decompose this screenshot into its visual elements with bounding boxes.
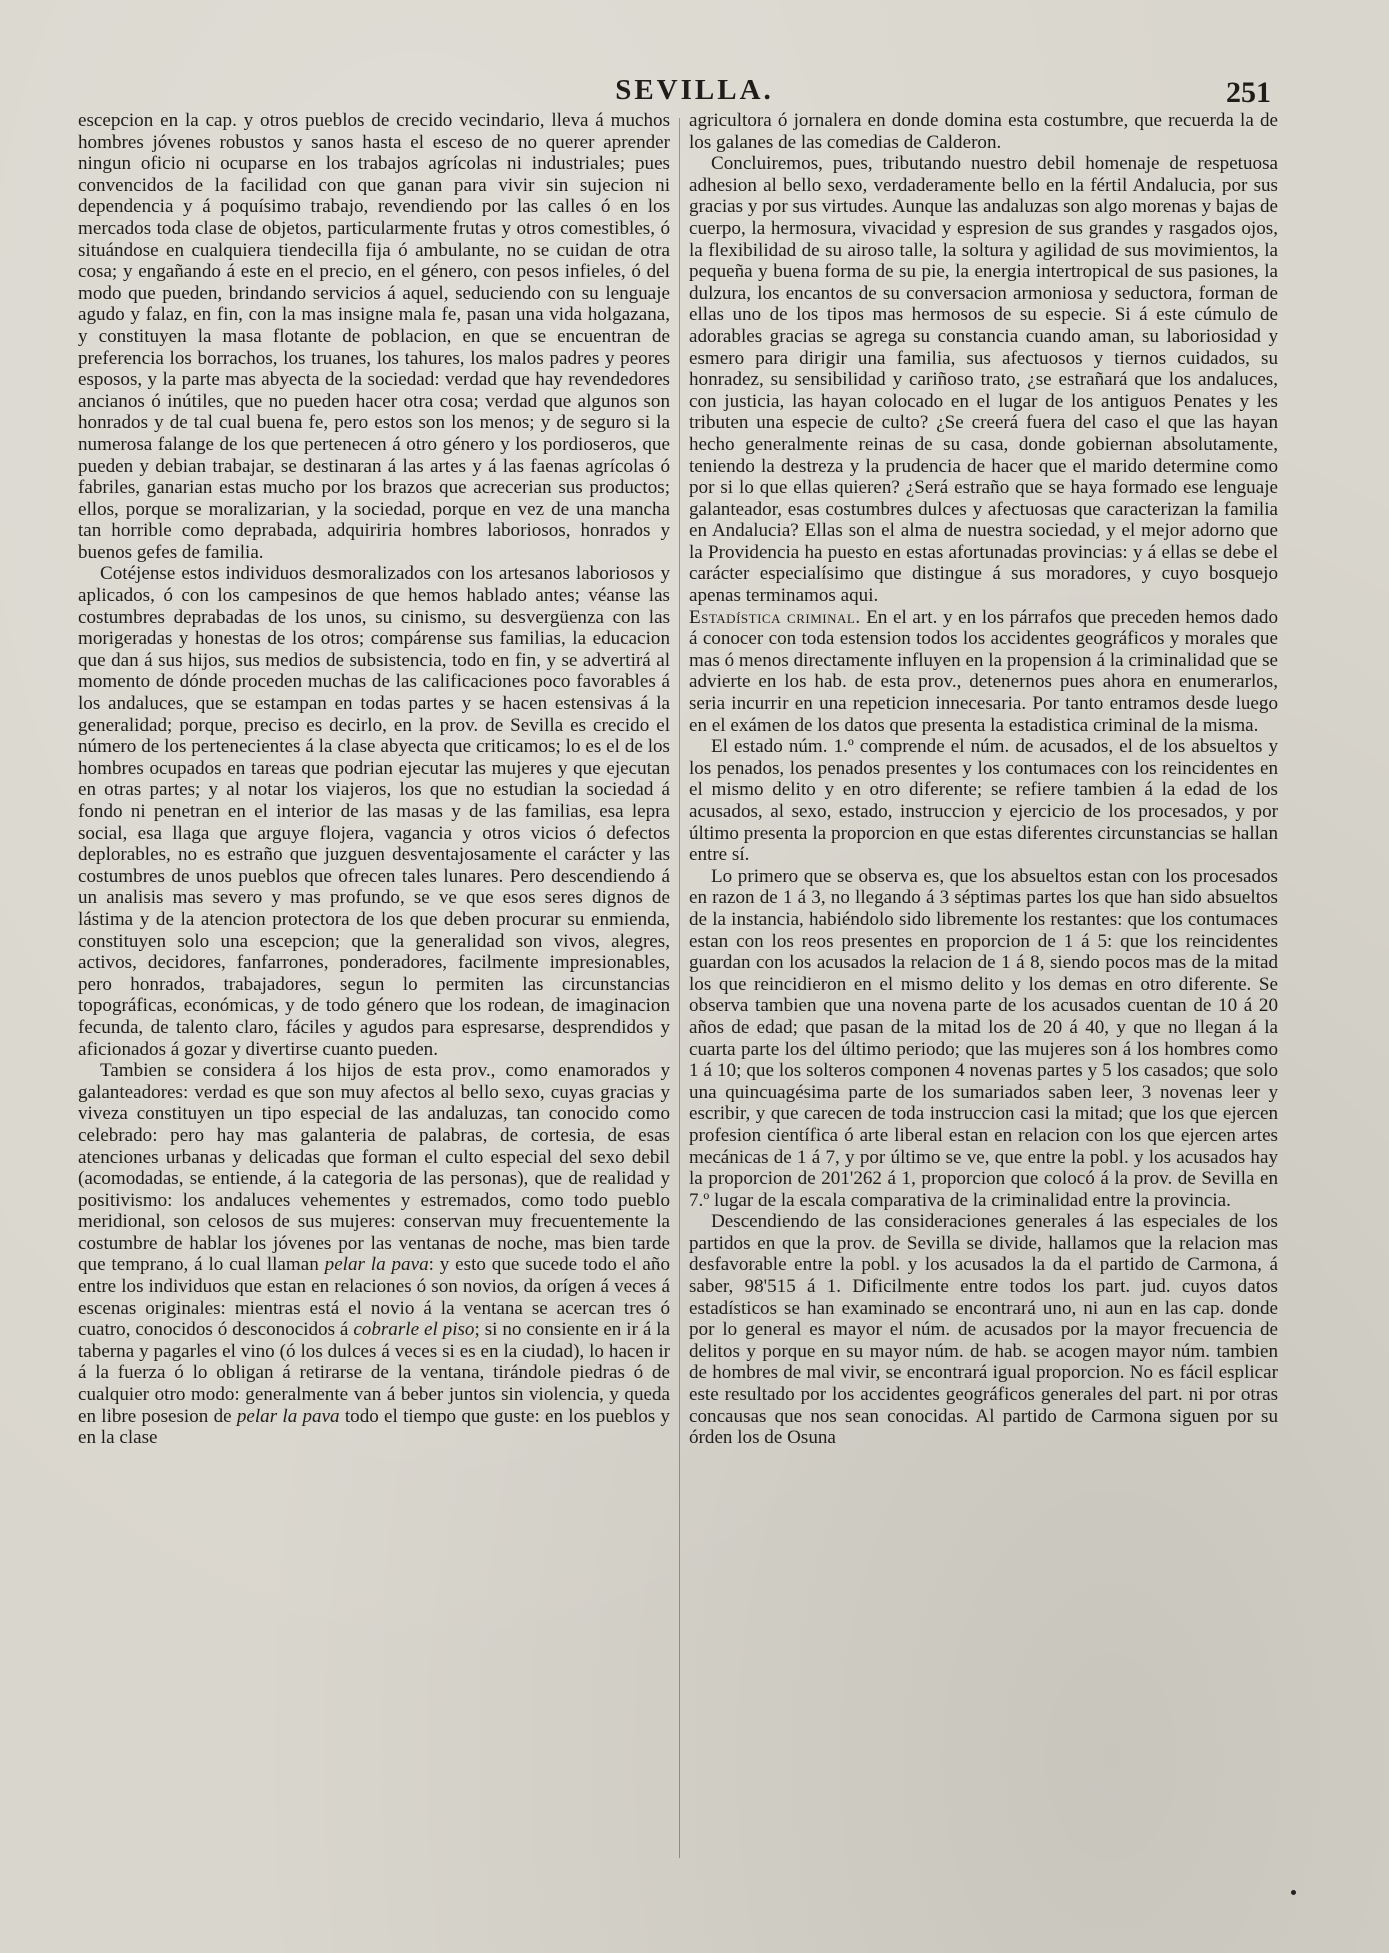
text-run: Tambien se considera á los hijos de esta prov., como enamorados y galanteadores: verdad es que son muy afectos al bello sexo, cuyas gracias y viveza constituyen un tipo especial de las andaluzas, tan conocido como celebrado: pero hay mas galanteria de palabras, de cortesia, de esas atenciones urbanas y delicadas que forman el culto especial del sexo debil (acomodadas, se entiende, á la categoria de las personas), que de realidad y positivismo: los andaluces vehementes y estremados, como todo pueblo meridional, son celosos de sus mujeres: conservan muy frecuentemente la costumbre de hablar los jóvenes por las ventanas de noche, mas bien tarde que temprano, á lo cual llaman bbox=[78, 1060, 670, 1276]
text-run: : y esto que sucede todo el año entre los individuos que estan en relaciones ó son novios, da orígen á veces á escenas originales: mientras está el novio á la ventana se acercan tres ó cuatro, conocidos ó desconocidos á bbox=[78, 1254, 670, 1341]
paragraph: Lo primero que se observa es, que los absueltos estan con los procesados en razon de 1 á 3, no llegando á 3 séptimas partes los que han sido absueltos de la instancia, habiéndolo sido libremente los restantes: que los contumaces estan con los reos presentes en proporcion de 1 á 5: que los reincidentes guardan con los acusados la relacion de 1 á 8, siendo pocos mas de la mitad los que reincidieron en el mismo delito y los demas en otro diferente. Se observa tambien que una novena parte de los acusados cuentan de 10 á 20 años de edad; que pasan de la mitad los de 20 á 40, y que no llegan á la cuarta parte los del último periodo; que las mujeres son á los hombres como 1 á 10; que los solteros componen 4 novenas partes y 5 los casados; que solo una quincuagésima parte de los sumariados saben leer, 3 novenas leer y escribir, y que carecen de toda instruccion casi la mitad; que los que ejercen profesion científica ó arte liberal estan en relacion con los que ejercen artes mecánicas de 1 á 7, y por último se ve, que entre la pobl. y los acusados hay la proporcion de 201'262 á 1, proporcion que colocó á la prov. de Sevilla en 7.º lugar de la escala comparativa de la criminalidad entre la provincia. bbox=[689, 865, 1278, 1211]
right-column bbox=[689, 110, 1278, 1449]
text-run: En el art. y en los párrafos que preceden hemos dado á conocer con toda estension todos los accidentes geográficos y morales que mas ó menos directamente influyen en la propension á la criminalidad que se advierte en los hab. de esta prov., detenernos pues ahora en enumerarlos, seria incurrir en una repeticion innecesaria. Por tanto entramos desde luego en el exámen de los datos que presenta la estadistica criminal de la misma. bbox=[689, 606, 1279, 736]
italic-phrase: cobrarle el piso bbox=[353, 1319, 475, 1341]
paragraph bbox=[78, 1060, 670, 1449]
paragraph: Descendiendo de las consideraciones generales á las especiales de los partidos en que la prov. de Sevilla se divide, hallamos que la relacion mas desfavorable entre la pobl. y los acusados la da el partido de Carmona, á saber, 98'515 á 1. Dificilmente entre todos los part. jud. cuyos datos estadísticos se han examinado se encontrará uno, ni aun en las cap. donde por lo general es mayor el núm. de acusados por la mayor frecuencia de delitos y porque en su mayor núm. de hab. se acogen mayor núm. tambien de hombres de mal vivir, se encontrará igual proporcion. No es fácil esplicar este resultado por los accidentes geográficos generales del part. ni por otras concausas que nos sean conocidas. Al partido de Carmona siguen por su órden los de Osuna bbox=[689, 1211, 1278, 1449]
page-number: 251 bbox=[1226, 76, 1271, 109]
paragraph: El estado núm. 1.º comprende el núm. de acusados, el de los absueltos y los penados, los penados presentes y los contumaces con los reincidentes en el mismo delito y en otro diferente; se refiere tambien á la edad de los acusados, al sexo, estado, instruccion y ejercicio de los procesados, y por último presenta la proporcion en que estas diferentes circunstancias se hallan entre sí. bbox=[689, 736, 1278, 866]
ink-speck bbox=[1291, 1890, 1296, 1895]
paragraph: Concluiremos, pues, tributando nuestro debil homenaje de respetuosa adhesion al bello sexo, verdaderamente bello en la fértil Andalucia, por sus gracias y por sus virtudes. Aunque las andaluzas son algo morenas y bajas de cuerpo, la hermosura, vivacidad y espresion de sus grandes y rasgados ojos, la flexibilidad de su airoso talle, la soltura y agilidad de sus movimientos, la pequeña y buena forma de su pie, la energia intertropical de sus pasiones, la dulzura, los encantos de su conversacion armoniosa y seductora, forman de ellas uno de los tipos mas hermosos de su especie. Si á este cúmulo de adorables gracias se agrega su constancia cuando aman, su laboriosidad y esmero para dirigir una familia, sus afectuosos y tiernos cuidados, su honradez, su sensibilidad y cariñoso trato, ¿se estrañará que los andaluces, con justicia, las hayan colocado en el lugar de los antiguos Penates y les tributen una especie de culto? ¿Se creerá fuera del caso el que las hayan hecho generalmente reinas de su casa, donde gobiernan absolutamente, teniendo la destreza y la prudencia de hacer que el marido determine como por si lo que ellas quieren? ¿Será estraño que se haya formado ese lenguaje galanteador, esas costumbres dulces y afectuosas que caracterizan la familia en Andalucia? Ellas son el alma de nuestra sociedad, y el mejor adorno que la Providencia ha puesto en estas afortunadas provincias: y á ellas se debe el carácter especialísimo que distingue á sus moradores, y cuyo bosquejo apenas terminamos aqui. bbox=[689, 153, 1278, 607]
italic-phrase: pelar la pava bbox=[236, 1405, 340, 1427]
text-run: todo el tiempo que guste: en los pueblos y en la clase bbox=[78, 1405, 670, 1449]
running-title: SEVILLA. bbox=[615, 74, 774, 106]
italic-phrase: pelar la pava bbox=[324, 1254, 429, 1276]
paragraph: agricultora ó jornalera en donde domina esta costumbre, que recuerda la de los galanes de las comedias de Calderon. bbox=[689, 110, 1278, 153]
text-run: ; si no consiente en ir á la taberna y pagarles el vino (ó los dulces á veces si es en la ciudad), lo hacen ir á la fuerza ó lo obligan á retirarse de la ventana, tirándole piedras ó de cualquier otro modo: generalmente van á beber juntos sin violencia, y queda en libre posesion de bbox=[78, 1319, 670, 1427]
section-heading: Estadística criminal. bbox=[689, 606, 861, 628]
page-header bbox=[0, 74, 1389, 114]
left-column bbox=[78, 110, 670, 1449]
column-rule bbox=[679, 118, 680, 1858]
paragraph: escepcion en la cap. y otros pueblos de crecido vecindario, lleva á muchos hombres jóvenes robustos y sanos hasta el esceso de no querer aprender ningun oficio ni ocuparse en los trabajos agrícolas ni industriales; pues convencidos de la facilidad con que ganan para vivir sin sujecion ni dependencia y á poquísimo trabajo, revendiendo por las calles ó en los mercados toda clase de objetos, particularmente frutas y otros comestibles, ó situándose en cualquiera tiendecilla fija ó ambulante, no se cuidan de otra cosa; y engañando á este en el precio, en el género, con pesos infieles, ó del modo que pueden, brindando servicios á aquel, seduciendo con su lenguaje agudo y falaz, en fin, con la mas insigne mala fe, pasan una vida holgazana, y constituyen la masa flotante de poblacion, en que se encuentran de preferencia los borrachos, los truanes, los tahures, los malos padres y peores esposos, y la parte mas abyecta de la sociedad: verdad que hay revendedores ancianos ó inútiles, que no pueden hacer otra cosa; verdad que algunos son honrados y de tal cual buena fe, pero estos son los menos; y de seguro si la numerosa falange de los que pertenecen á otro género y los pordioseros, que pueden y debian trabajar, se destinaran á las artes y á las faenas agrícolas ó fabriles, ganarian estas mucho por los brazos que acrecerian sus productos; ellos, porque se moralizarian, y la sociedad, porque en vez de una mancha tan horrible como deprabada, adquiriria hombres laboriosos, honrados y buenos gefes de familia. bbox=[78, 110, 670, 563]
paragraph bbox=[689, 607, 1278, 737]
paragraph: Cotéjense estos individuos desmoralizados con los artesanos laboriosos y aplicados, ó con los campesinos de que hemos hablado antes; véanse las costumbres deprabadas de los unos, su cinismo, su desvergüenza con las morigeradas y honestas de los otros; compárense sus familias, la educacion que dan á sus hijos, sus medios de subsistencia, todo en fin, y se advertirá al momento de dónde proceden muchas de las calificaciones poco favorables á los andaluces, que se estampan en todas partes y se hacen estensivas á la generalidad; porque, preciso es decirlo, en la prov. de Sevilla es crecido el número de los pertenecientes á la clase abyecta que criticamos; lo es el de los hombres ocupados en tareas que podrian ejecutar las mujeres y que ejecutan en otras partes; y al notar los viajeros, los que no estudian la sociedad á fondo ni penetran en el interior de las masas y de las familias, esa lepra social, esa llaga que arguye flojera, vagancia y otros vicios ó defectos deplorables, no es estraño que juzguen desventajosamente el carácter y las costumbres de unos pueblos que ofrecen tales lunares. Pero descendiendo á un analisis mas severo y mas profundo, se ve que esos seres dignos de lástima y de la atencion protectora de los que deben procurar su enmienda, constituyen solo una escepcion; que la generalidad son vivos, alegres, activos, decidores, fanfarrones, ponderadores, facilmente impresionables, pero honrados, trabajadores, segun lo permiten las circunstancias topográficas, económicas, y de todo género que los rodean, de imaginacion fecunda, de talento claro, fáciles y agudos para espresarse, desprendidos y aficionados á gozar y divertirse cuanto pueden. bbox=[78, 563, 670, 1060]
